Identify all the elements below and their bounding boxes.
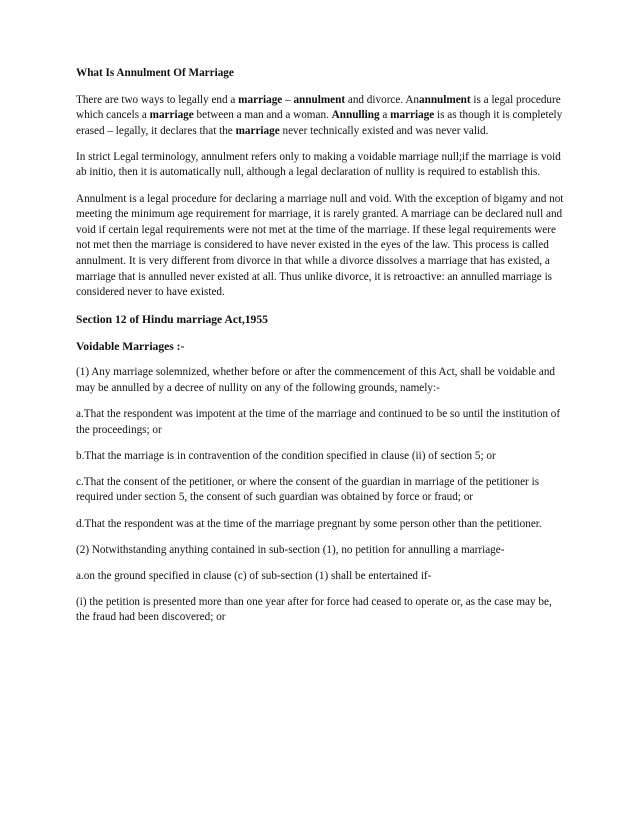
intro-bold-term: marriage: [390, 109, 435, 122]
intro-bold-term: annulment: [419, 93, 471, 106]
intro-text: never technically existed and was never valid.: [279, 124, 489, 137]
intro-bold-term: marriage: [235, 124, 280, 137]
intro-text: is a legal procedure which cancels a: [76, 93, 561, 122]
intro-bold-term: Annulling: [331, 109, 380, 122]
intro-text: is as though it is completely erased – legally, it declares that the: [76, 109, 563, 137]
procedure-paragraph: Annulment is a legal procedure for declaring a marriage null and void. With the exception of bigamy and not meeting the minimum age requirement for marriage, it is rarely granted. A marriage can be declared null and void if certain legal requirements were not met at the time of the marriage. If these legal requirements were not met then the marriage is considered to have never existed in the eyes of the law. This process is called annulment. It is very different from divorce in that while a divorce dissolves a marriage that has existed, a marriage that is annulled never existed at all. Thus unlike divorce, it is retroactive: an annulled marriage is considered never to have existed.: [76, 192, 564, 299]
intro-text: There are two ways to legally end a: [76, 93, 239, 106]
clause-1: (1) Any marriage solemnized, whether before or after the commencement of this Act, shall be voidable and may be annulled by a decree of nullity on any of the following grounds, namely:-: [76, 366, 556, 394]
document-page: [76, 66, 566, 637]
clause-1b: b.That the marriage is in contravention of the condition specified in clause (ii) of section 5; or: [76, 449, 496, 462]
intro-bold-term: marriage: [238, 93, 283, 106]
document-title: What Is Annulment Of Marriage: [76, 67, 234, 79]
intro-bold-term: marriage: [149, 109, 194, 122]
intro-paragraph: [76, 93, 566, 140]
clause-2: (2) Notwithstanding anything contained in sub-section (1), no petition for annulling a marriage-: [76, 543, 505, 556]
intro-text: between a man and a woman.: [193, 109, 332, 122]
intro-text: –: [282, 93, 294, 106]
clause-2a: a.on the ground specified in clause (c) of sub-section (1) shall be entertained if-: [76, 569, 432, 582]
intro-text: a: [379, 109, 391, 122]
clause-2a-i: (i) the petition is presented more than one year after for force had ceased to operate or, as the case may be, the fraud had been discovered; or: [76, 595, 552, 624]
intro-text: and divorce. An: [345, 93, 420, 106]
legal-terminology-paragraph: In strict Legal terminology, annulment refers only to making a voidable marriage null;if the marriage is void ab initio, then it is automatically null, although a legal declaration of nullity is required to establish this.: [76, 150, 561, 179]
clause-1c: c.That the consent of the petitioner, or where the consent of the guardian in marriage of the petitioner is required under section 5, the consent of such guardian was obtained by force or fraud; or: [76, 475, 540, 504]
intro-bold-term: annulment: [293, 93, 346, 106]
voidable-marriages-subheading: Voidable Marriages :-: [76, 339, 185, 353]
clause-1d: d.That the respondent was at the time of the marriage pregnant by some person other than the petitioner.: [76, 517, 542, 530]
clause-1a: a.That the respondent was impotent at the time of the marriage and continued to be so until the institution of the proceedings; or: [76, 408, 561, 436]
section-heading: Section 12 of Hindu marriage Act,1955: [76, 313, 268, 327]
